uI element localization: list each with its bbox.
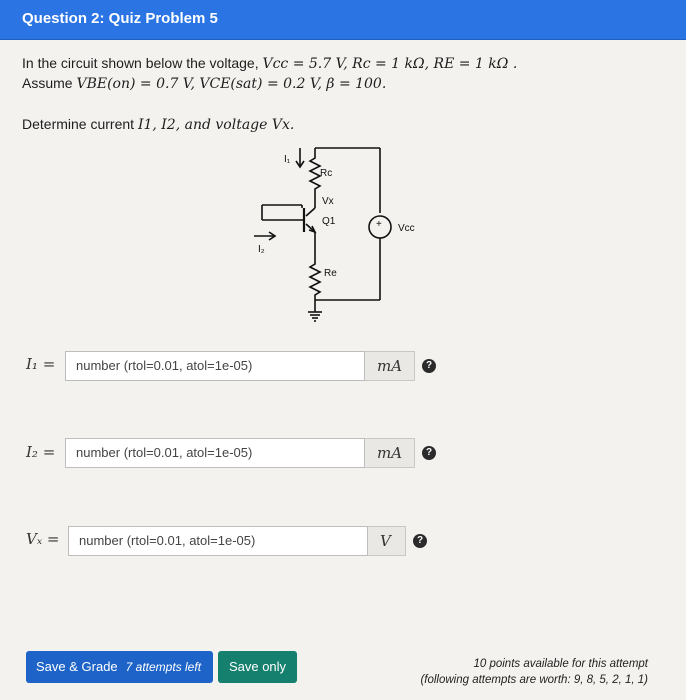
points-line-2: (following attempts are worth: 9, 8, 5, 2, 1, 1) [420, 674, 648, 686]
answer-label-vx: Vₓ = [26, 530, 60, 548]
unit-box-i1: mA [365, 351, 415, 381]
unit-box-i2: mA [365, 438, 415, 468]
answer-input-vx[interactable]: number (rtol=0.01, atol=1e-05) [68, 526, 368, 556]
answer-label-i1: I₁ = [26, 355, 56, 373]
answer-input-i2[interactable]: number (rtol=0.01, atol=1e-05) [65, 438, 365, 468]
save-only-button[interactable]: Save only [218, 651, 297, 683]
rc-label: Rc [320, 168, 333, 179]
help-icon-i2[interactable]: ? [422, 446, 436, 460]
save-grade-button[interactable] [26, 651, 213, 683]
vcc-label: Vcc [398, 223, 415, 234]
q1-label: Q1 [322, 216, 336, 227]
help-icon-i1[interactable]: ? [422, 359, 436, 373]
vcc-plus-sign: + [376, 219, 382, 230]
circuit-diagram [240, 140, 440, 340]
problem-line-1: In the circuit shown below the voltage, Vcc = 5.7 V, Rc = 1 kΩ, RE = 1 kΩ . [22, 55, 518, 72]
answer-label-i2: I₂ = [26, 443, 56, 461]
attempts-left-label: 7 attempts left [125, 660, 202, 674]
problem-line-2: Assume VBE(on) = 0.7 V, VCE(sat) = 0.2 V, β = 100. [22, 75, 387, 92]
question-title: Question 2: Quiz Problem 5 [22, 10, 218, 27]
points-line-1: 10 points available for this attempt [473, 658, 648, 670]
i1-label: I₁ [284, 154, 291, 165]
resistor-re [310, 260, 320, 305]
re-label: Re [324, 268, 337, 279]
resistor-rc [310, 148, 320, 200]
help-icon-vx[interactable]: ? [413, 534, 427, 548]
save-grade-label: Save & Grade [36, 659, 118, 674]
question-header [0, 0, 686, 40]
answer-input-i1[interactable]: number (rtol=0.01, atol=1e-05) [65, 351, 365, 381]
problem-line-3: Determine current I1, I2, and voltage Vx. [22, 116, 295, 133]
points-info [420, 656, 648, 688]
vx-label: Vx [322, 196, 334, 207]
i2-label: I₂ [258, 244, 265, 255]
unit-box-vx: V [368, 526, 406, 556]
